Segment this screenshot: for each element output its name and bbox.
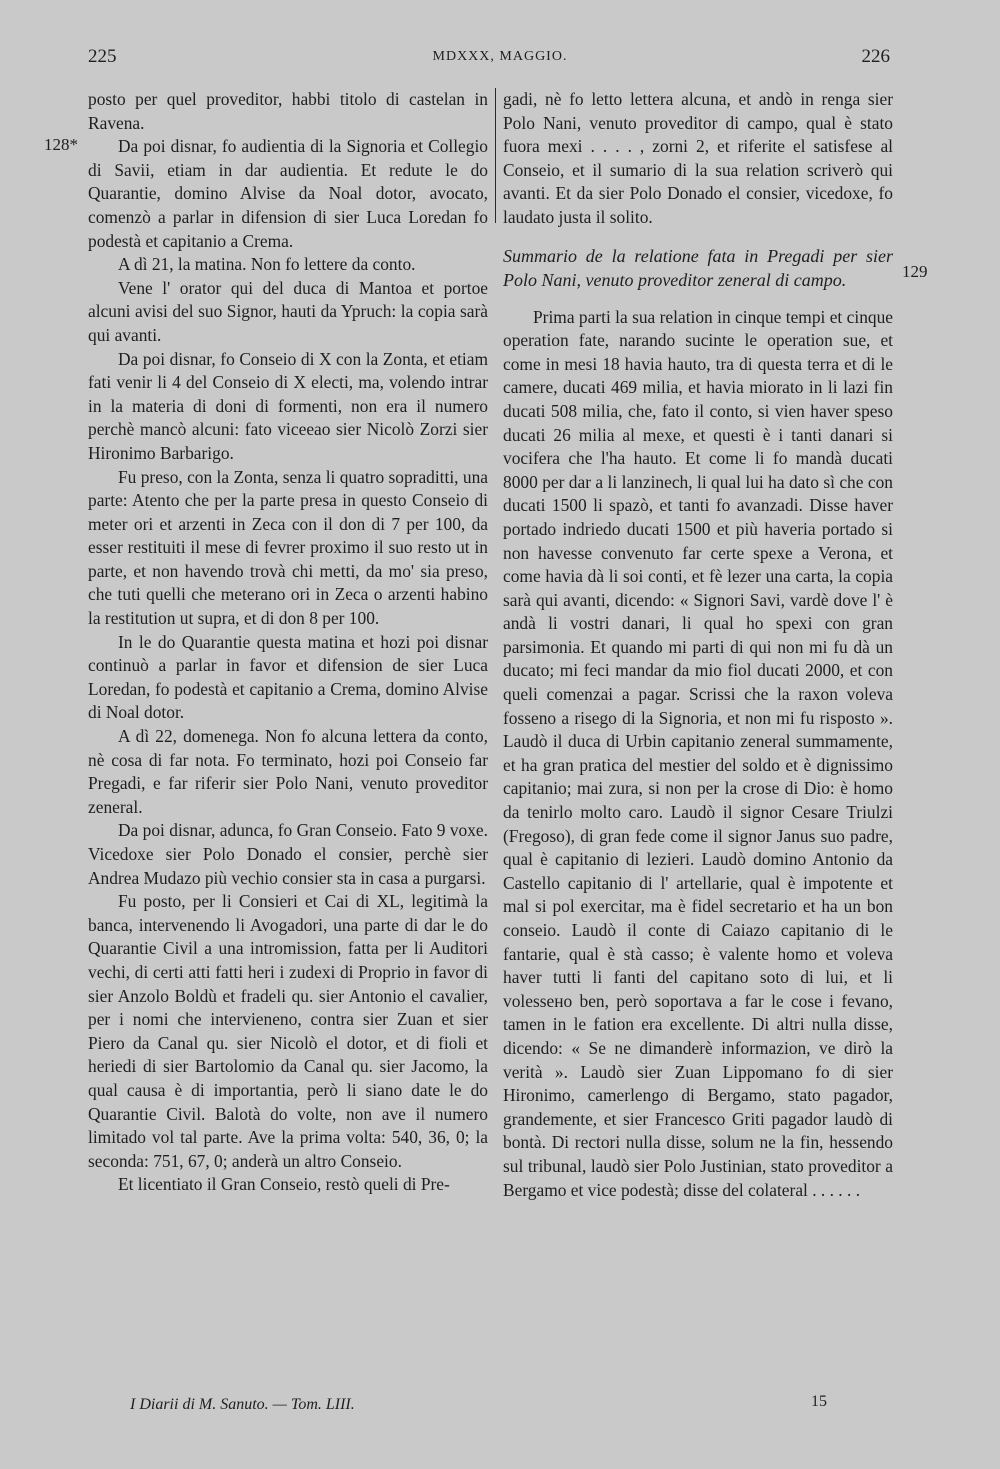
margin-note-right: 129 bbox=[902, 262, 928, 281]
paragraph: Prima parti la sua relation in cinque tempi et cinque operation fate, narando sucinte le operation sue, et come in mesi 18 havia hauto, tra di questa terra et di le camere, ducati 469 milia, et havia miorato in li lazi fin ducati 508 milia, che, fato il conto, si vien haver speso ducati 26 milia al mexe, et questi è i tanti danari si vocifera che l'ha hauto. Et come li fo mandà ducati 8000 per dar a li lanzinech, li qual lui ha dato sì che con ducati 1500 li spazò, et tanti fo avanzadi. Disse haver portado indriedo ducati 1500 et più haveria portado si non havesse convenuto far certe spexe a Verona, et come havia dà li soi conti, et fè lezer una carta, la copia sarà qui avanti, dicendo: « Signori Savi, vardè dove l' è andà li vostri danari, li qual ho spexi con gran parsimonia. Et quando mi parti di qui non mi fu dà un ducato; mi feci mandar da mio fiol ducati 2000, et con queli comenzai a pagar. Scrissi che la raxon voleva fosseno a risego di la Signoria, et non mi fu risposto ». Laudò il duca di Urbin capitanio zeneral summamente, et ha gran pratica del mestier del soldo et è dignissimo capitanio; mai zura, si non per la crose di Dio: è homo da tenirlo molto caro. Laudò il signor Cesare Triulzi (Fregoso), di gran fede come il signor Janus suo padre, qual è capitanio di lezieri. Laudò domino Antonio da Castello capitanio di l' artellarie, qual è impotente et mal si pol exercitar, ma è fidel secretario et ha un bon conseio. Laudò il conte di Caiazo capitanio di le fantarie, qual è stà casso; è valente homo et voleva haver tutti li fanti del capitano soto di lui, et li volessено ben, però soportava a far le cose i fevano, tamen in le fation era excellente. Di altri nulla disse, dicendo: « Se ne dimanderè informazion, ve dirò la verità ». Laudò sier Zuan Lippomano fo di sier Hironimo, camerlengo di Bergamo, stato pagador, grandemente, et sier Francesco Griti pagador laudò di bontà. Di rectori nulla disse, solum ne la fin, hessendo sul tribunal, laudò sier Polo Justinian, stato proveditor a Bergamo et vice podestà; disse del colateral . . . . . . bbox=[503, 306, 893, 1200]
right-column bbox=[503, 88, 893, 1202]
column-divider bbox=[495, 88, 496, 223]
left-column bbox=[88, 88, 488, 1197]
paragraph: Fu posto, per li Consieri et Cai di XL, legitimà la banca, intervenendo li Avogadori, una parte di dar le do Quarantie Civil a una intromission, fatta per li Auditori vechi, di certi atti fatti heri i zudexi di Proprio in favor di sier Anzolo Boldù et fradeli qu. sier Antonio el cavalier, per i nomi che intervieneno, contra sier Zuan et sier Piero da Canal qu. sier Nicolò el dotor, et di fioli et heriedi di sier Bartolomio da Canal qu. sier Jacomo, la qual causa è di importantia, però li siano date le do Quarantie Civil. Balotà do volte, non ave il numero limitado vol tal parte. Ave la prima volta: 540, 36, 0; la seconda: 751, 67, 0; anderà un altro Conseio. bbox=[88, 891, 488, 1171]
paragraph: Et licentiato il Gran Conseio, restò queli di Pre- bbox=[118, 1174, 450, 1195]
paragraph: Vene l' orator qui del duca di Mantoa et portoe alcuni avisi del suo Signor, hauti da Ypruch: la copia sarà qui avanti. bbox=[88, 277, 488, 345]
paragraph: Fu preso, con la Zonta, senza li quatro sopraditti, una parte: Atento che per la parte presa in questo Conseio di meter ori et arzenti in Zeca con il don di 7 per 100, da esser restituiti il mese di fevrer proximo il suo resto ut in parte, et non havendo trovà chi metti, da mo' sia preso, che tuti quelli che meterano ori in Zeca o arzenti habino la restitution ut supra, et di don 8 per 100. bbox=[88, 466, 488, 629]
margin-note-left: 128* bbox=[44, 135, 78, 154]
paragraph: A dì 22, domenega. Non fo alcuna lettera da conto, nè cosa di far nota. Fo terminato, hozi poi Conseio far Pregadi, e far riferir sier Polo Nani, venuto proveditor zeneral. bbox=[88, 726, 488, 817]
paragraph: gadi, nè fo letto lettera alcuna, et andò in renga sier Polo Nani, venuto proveditor di campo, qual è stato fuora mexi . . . . , zorni 2, et riferite el satisfese al Conseio, et il sumario di la sua relation scriverò qui avanti. Et da sier Polo Donado el consier, vicedoxe, fo laudato justa il solito. bbox=[503, 89, 893, 227]
paragraph: posto per quel proveditor, habbi titolo di castelan in Ravena. bbox=[88, 89, 488, 133]
page-number-right: 226 bbox=[861, 46, 890, 67]
paragraph: Da poi disnar, fo audientia di la Signoria et Collegio di Savii, etiam in dar audientia. Et redute le do Quarantie, domino Alvise da Noal dotor, avocato, comenzò a parlar in difension di sier Luca Loredan fo podestà et capitanio a Crema. bbox=[88, 136, 488, 251]
running-title: MDXXX, MAGGIO. bbox=[432, 49, 568, 64]
section-heading: Summario de la relatione fata in Pregadi per sier Polo Nani, venuto proveditor zeneral di campo. bbox=[503, 245, 893, 290]
signature-mark: 15 bbox=[811, 1393, 827, 1410]
paragraph: In le do Quarantie questa matina et hozi poi disnar continuò a parlar in favor et difension de sier Luca Loredan, fo podestà et capitanio a Crema, domino Alvise di Noal dotor. bbox=[88, 631, 488, 723]
footer-title: I Diarii di M. Sanuto. — Tom. LIII. bbox=[130, 1396, 355, 1413]
page-number-left: 225 bbox=[88, 46, 117, 67]
page-header bbox=[0, 46, 1000, 76]
paragraph: Da poi disnar, adunca, fo Gran Conseio. Fato 9 voxe. Vicedoxe sier Polo Donado el consier, perchè sier Andrea Mudazo più vechio consier sta in casa a purgarsi. bbox=[88, 820, 488, 888]
paragraph: Da poi disnar, fo Conseio di X con la Zonta, et etiam fati venir li 4 del Conseio di X electi, ma, volendo intrar in la materia di doni di formenti, non era il numero perchè mancò alcuni: fato viceeao sier Nicolò Zorzi sier Hironimo Barbarigo. bbox=[88, 348, 488, 463]
paragraph: A dì 21, la matina. Non fo lettere da conto. bbox=[118, 254, 416, 275]
